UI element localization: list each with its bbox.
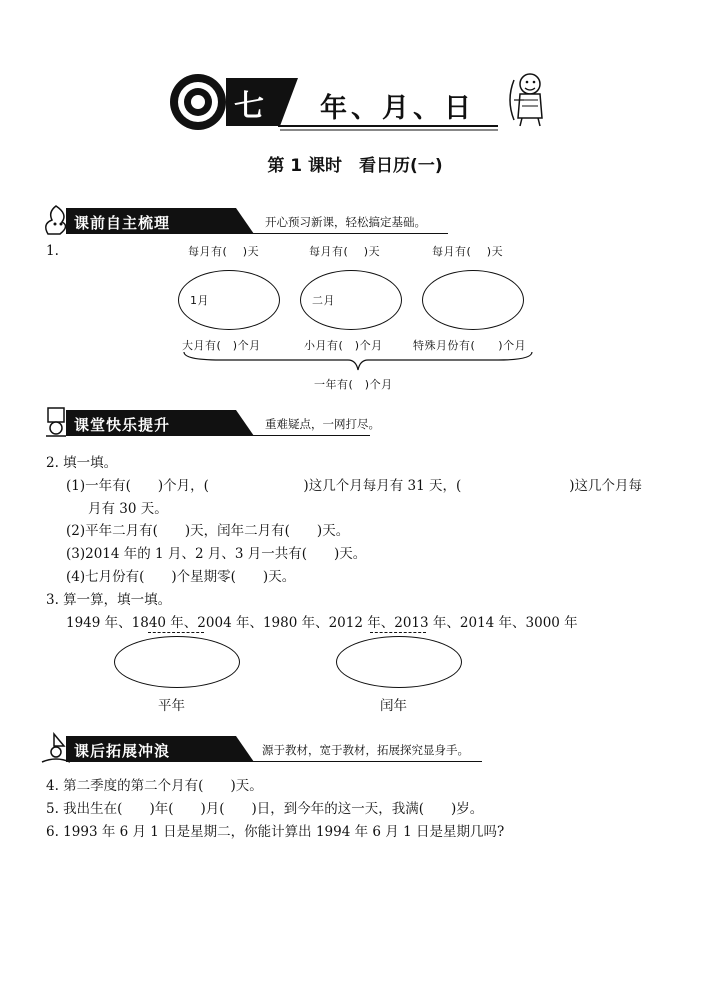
chapter-title: 年、月、日 (320, 93, 475, 124)
question-5: 5. 我出生在( )年( )月( )日，到今年的这一天，我满( )岁。 (46, 801, 484, 817)
q3-dash-common (148, 632, 204, 633)
section-note-pre-class: 开心预习新课，轻松搞定基础。 (265, 215, 426, 229)
section-label-after-class: 课后拓展冲浪 (74, 742, 171, 760)
banner-underline (220, 233, 448, 234)
question-3-years-list: 1949 年、1840 年、2004 年、1980 年、2012 年、2013 年、2014 年、3000 年 (66, 615, 578, 631)
q3-ellipse-leap-year (336, 636, 462, 688)
q3-dash-leap (370, 632, 426, 633)
q3-ellipse-common-year (114, 636, 240, 688)
question-2-heading: 2. 填一填。 (46, 455, 118, 471)
question-2-line-2: (2)平年二月有( )天，闰年二月有( )天。 (66, 523, 350, 539)
section-label-pre-class: 课前自主梳理 (74, 214, 171, 232)
question-3-heading: 3. 算一算，填一填。 (46, 592, 172, 608)
q1-ellipse-label-2: 二月 (312, 294, 335, 307)
question-2-line-4: (4)七月份有( )个星期零( )天。 (66, 569, 296, 585)
q1-year-total: 一年有( )个月 (314, 378, 393, 391)
q1-header-3: 每月有( )天 (432, 245, 504, 258)
q1-header-1: 每月有( )天 (188, 245, 260, 258)
question-4: 4. 第二季度的第二个月有( )天。 (46, 778, 263, 794)
q1-ellipse-label-1: 1月 (190, 294, 209, 307)
q1-footer-1: 大月有( )个月 (182, 339, 261, 352)
question-2-line-3: (3)2014 年的 1 月、2 月、3 月一共有( )天。 (66, 546, 367, 562)
section-banner-in-class (40, 406, 440, 438)
question-1-number: 1. (46, 243, 59, 259)
q1-footer-3: 特殊月份有( )个月 (413, 339, 527, 352)
q1-ellipse-special-month (422, 270, 524, 330)
q1-header-2: 每月有( )天 (309, 245, 381, 258)
chapter-header (168, 72, 548, 132)
section-banner-after-class (40, 732, 500, 764)
q1-brace (180, 350, 540, 374)
section-label-in-class: 课堂快乐提升 (74, 416, 171, 434)
q1-footer-2: 小月有( )个月 (304, 339, 383, 352)
banner-underline (220, 435, 370, 436)
section-note-in-class: 重难疑点，一网打尽。 (265, 417, 380, 431)
question-6: 6. 1993 年 6 月 1 日是星期二，你能计算出 1994 年 6 月 1 日是星期几吗? (46, 824, 505, 840)
q3-label-common-year: 平年 (158, 698, 185, 714)
question-2-line-1: (1)一年有( )个月，( )这几个月每月有 31 天，( )这几个月每 (66, 478, 642, 494)
section-banner-pre-class (40, 204, 440, 236)
lesson-title: 第 1 课时 看日历(一) (267, 156, 443, 176)
q3-label-leap-year: 闰年 (380, 698, 407, 714)
mascot-archer-illustration (508, 70, 550, 128)
question-2-line-1b: 月有 30 天。 (88, 501, 168, 517)
banner-underline (220, 761, 482, 762)
chapter-number: 七 (234, 89, 264, 124)
section-note-after-class: 源于教材，宽于教材，拓展探究显身手。 (262, 743, 469, 757)
